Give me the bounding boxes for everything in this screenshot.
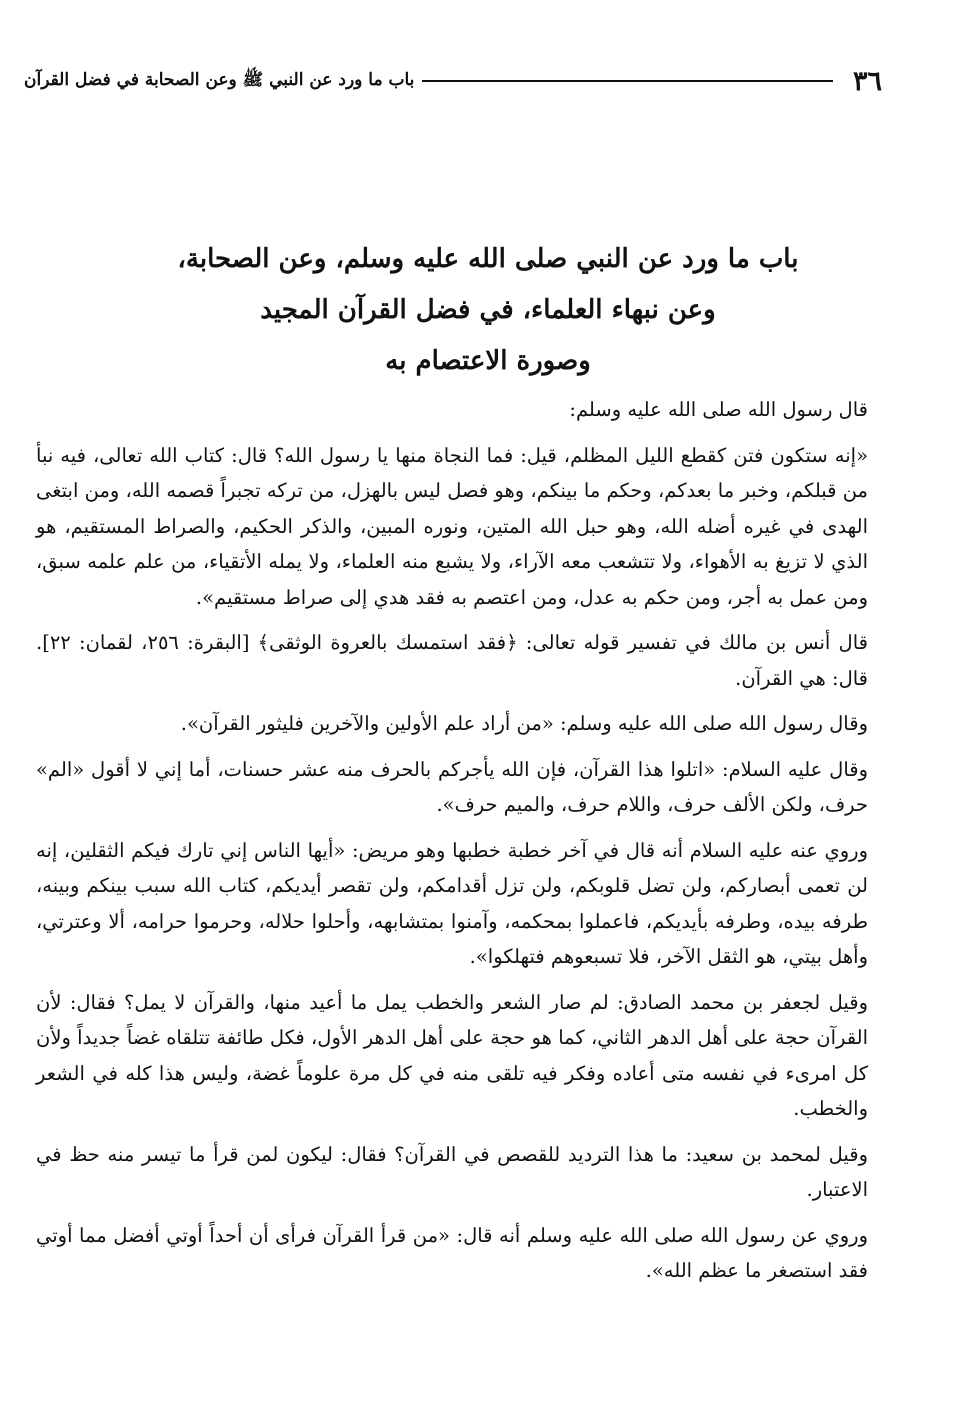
running-title: باب ما ورد عن النبي ﷺ وعن الصحابة في فضل القرآن	[24, 69, 415, 90]
chapter-title-line: وصورة الاعتصام به	[385, 346, 591, 376]
paragraph: وروي عن رسول الله صلى الله عليه وسلم أنه قال: «من قرأ القرآن فرأى أن أحداً أوتي أفضل مما أوتي فقد استصغر ما عظم الله».	[36, 1223, 868, 1282]
paragraph: وروي عنه عليه السلام أنه قال في آخر خطبة خطبها وهو مريض: «أيها الناس إني تارك فيكم الثقلين، إنه لن تعمى أبصاركم، ولن تضل قلوبكم، ولن تزل أقدامكم، ولن تقصر أيديكم، كتاب الله سبب بينكم وبينه، طرفه بيده، وطرفه بأيديكم، فاعملوا بمحكمه، وآمنوا بمتشابهه، وأحلوا حلاله، وحرموا حرامه، ألا وعترتي، وأهل بيتي، هو الثقل الآخر، فلا تسبعوهم فتهلكوا».	[36, 838, 868, 968]
chapter-title-line: باب ما ورد عن النبي صلى الله عليه وسلم، وعن الصحابة،	[177, 244, 799, 274]
page-number: ٣٦	[852, 65, 882, 97]
chapter-title	[110, 234, 866, 387]
paragraph: قال رسول الله صلى الله عليه وسلم:	[569, 398, 868, 421]
paragraph: وقيل لمحمد بن سعيد: ما هذا الترديد للقصص في القرآن؟ فقال: ليكون لمن قرأ ما تيسر منه حظ في الاعتبار.	[36, 1142, 868, 1201]
paragraph: وقيل لجعفر بن محمد الصادق: لم صار الشعر والخطب يمل ما أعيد منها، والقرآن لا يمل؟ فقال: لأن القرآن حجة على أهل الدهر الثاني، كما هو حجة على أهل الدهر الأول، فكل طائفة تتلقاه غضاً جديداً ولأن كل امرىء في نفسه متى أعاده وفكر فيه تلقى منه في كل مرة علوماً غضة، وليس هذا كله في الشعر والخطب.	[36, 990, 868, 1120]
header-rule	[422, 80, 833, 82]
paragraph: «إنه ستكون فتن كقطع الليل المظلم، قيل: فما النجاة منها يا رسول الله؟ قال: كتاب الله تعالى، فيه نبأ من قبلكم، وخبر ما بعدكم، وحكم ما بينكم، وهو فصل ليس بالهزل، من تركه تجبراً قصمه الله، ومن ابتغى الهدى في غيره أضله الله، وهو حبل الله المتين، ونوره المبين، والذكر الحكيم، والصراط المستقيم، هو الذي لا تزيغ به الأهواء، ولا تتشعب معه الآراء، ولا يشبع منه العلماء، ولا يمله الأتقياء، من علم علمه سبق، ومن عمل به أجر، ومن حكم به عدل، ومن اعتصم به فقد هدي إلى صراط مستقيم».	[36, 443, 868, 609]
body-text	[36, 392, 868, 1299]
paragraph: وقال عليه السلام: «اتلوا هذا القرآن، فإن الله يأجركم بالحرف منه عشر حسنات، أما إني لا أقول «الم» حرف، ولكن الألف حرف، واللام حرف، والميم حرف».	[36, 757, 868, 816]
chapter-title-line: وعن نبهاء العلماء، في فضل القرآن المجيد	[260, 295, 716, 325]
running-header	[24, 64, 882, 98]
paragraph: قال أنس بن مالك في تفسير قوله تعالى: ﴿فقد استمسك بالعروة الوثقى﴾ [البقرة: ٢٥٦، لقمان: ٢٢]. قال: هي القرآن.	[36, 631, 868, 690]
paragraph: وقال رسول الله صلى الله عليه وسلم: «من أراد علم الأولين والآخرين فليثور القرآن».	[180, 712, 868, 735]
